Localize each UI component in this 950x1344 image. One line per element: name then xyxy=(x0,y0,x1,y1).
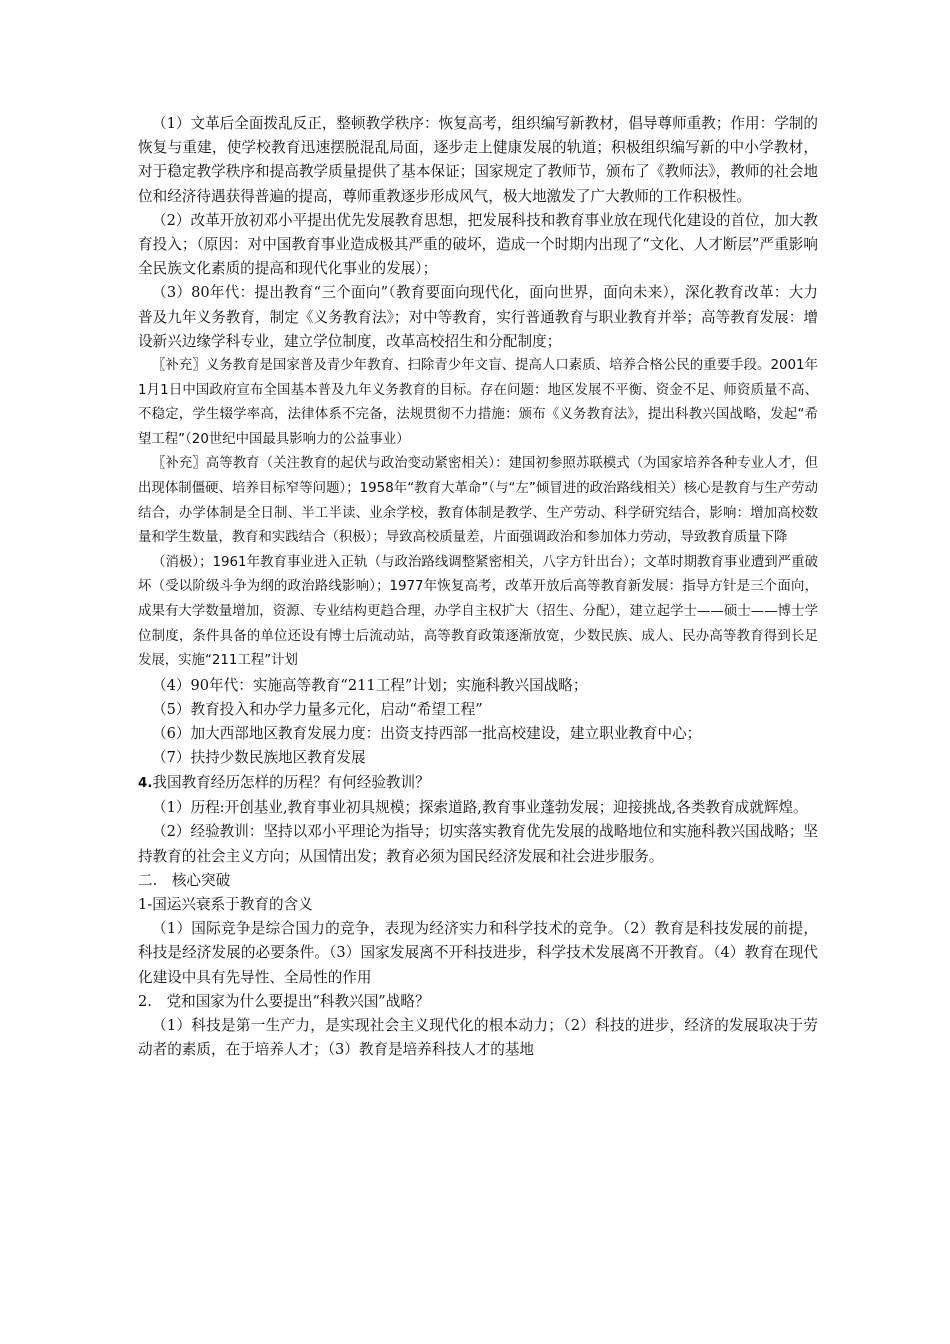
paragraph-minority: （7）扶持少数民族地区教育发展 xyxy=(152,749,366,767)
answer-4-history: （1）历程:开创基业,教育事业初具规模；探索道路,教育事业蓬勃发展；迎接挑战,各类教育成就辉煌。 xyxy=(152,799,808,817)
paragraph-investment: （5）教育投入和办学力量多元化，启动“希望工程” xyxy=(152,700,483,718)
paragraph-80s: （3）80年代：提出教育“三个面向”（教育要面向现代化，面向世界，面向未来），深化教育改革：大力普及九年义务教育，制定《义务教育法》；对中等教育，实行普通教育与职业教育并举；高等教育发展：增设新兴边缘学科专业，建立学位制度，改革高校招生和分配制度； xyxy=(138,284,818,350)
document-page xyxy=(138,112,818,1062)
section-2-heading: 二. 核心突破 xyxy=(138,871,231,889)
paragraph-deng-priority: （2）改革开放初邓小平提出优先发展教育思想，把发展科技和教育事业放在现代化建设的首位，加大教育投入；（原因：对中国教育事业造成极其严重的破坏，造成一个时期内出现了“文化、人才断层”严重影响全民族文化素质的提高和现代化事业的发展）； xyxy=(138,211,819,278)
core-1-answer: （1）国际竞争是综合国力的竞争，表现为经济实力和科学技术的竞争。（2）教育是科技发展的前提，科技是经济发展的必要条件。（3）国家发展离不开科技进步，科学技术发展离不开教育。（4）教育在现代化建设中具有先导性、全局性的作用 xyxy=(138,920,818,986)
paragraph-reform-order: （1）文革后全面拨乱反正，整顿教学秩序：恢复高考，组织编写新教材，倡导尊师重教；作用：学制的恢复与重建，使学校教育迅速摆脱混乱局面，逐步走上健康发展的轨道；积极组织编写新的中小学教材，对于稳定教学秩序和提高教学质量提供了基本保证；国家规定了教师节，颁布了《教师法》，教师的社会地位和经济待遇获得普遍的提高，尊师重教逐步形成风气，极大地激发了广大教师的工作积极性。 xyxy=(138,115,819,205)
answer-4-lessons: （2）经验教训：坚持以邓小平理论为指导；切实落实教育优先发展的战略地位和实施科教兴国战略；坚持教育的社会主义方向；从国情出发；教育必须为国民经济发展和社会进步服务。 xyxy=(138,823,819,865)
core-2-answer: （1）科技是第一生产力，是实现社会主义现代化的根本动力；（2）科技的进步，经济的发展取决于劳动者的素质，在于培养人才；（3）教育是培养科技人才的基地 xyxy=(138,1016,818,1059)
question-4 xyxy=(138,771,818,797)
core-2-heading: 2. 党和国家为什么要提出“科教兴国”战略？ xyxy=(138,992,430,1010)
question-4-number: 4. xyxy=(138,775,153,791)
supplement-higher-education-cont: （消极）；1961年教育事业进入正轨（与政治路线调整紧密相关，八字方针出台）；文革时期教育事业遭到严重破坏（受以阶级斗争为纲的政治路线影响）；1977年恢复高考，改革开放后高等教育新发展：指导方针是三个面向，成果有大学数量增加，资源、专业结构更趋合理，办学自主权扩大（招生、分配），建立起学士——硕士——博士学位制度，条件具备的单位还设有博士后流动站，高等教育政策逐渐放宽，少数民族、成人、民办高等教育得到长足发展，实施“211工程”计划 xyxy=(138,554,818,669)
paragraph-west: （6）加大西部地区教育发展力度：出资支持西部一批高校建设，建立职业教育中心； xyxy=(152,725,702,743)
supplement-higher-education: 〖补充〗高等教育（关注教育的起伏与政治变动紧密相关）：建国初参照苏联模式（为国家培养各种专业人才，但出现体制僵硬、培养目标窄等问题）；1958年“教育大革命”（与“左”倾冒进的政治路线相关）核心是教育与生产劳动结合，办学体制是全日制、半工半读、业余学校，教育体制是教学、生产劳动、科学研究结合，影响：增加高校数量和学生数量，教育和实践结合（积极）；导致高校质量差，片面强调政治和参加体力劳动，导致教育质量下降 xyxy=(138,456,818,546)
paragraph-90s: （4）90年代：实施高等教育“211工程”计划；实施科教兴国战略； xyxy=(152,676,588,694)
supplement-compulsory-education: 〖补充〗义务教育是国家普及青少年教育、扫除青少年文盲、提高人口素质、培养合格公民的重要手段。2001年1月1日中国政府宣布全国基本普及九年义务教育的目标。存在问题：地区发展不平衡、资金不足、师资质量不高、不稳定，学生辍学率高，法律体系不完备，法规贯彻不力措施：颁布《义务教育法》，提出科教兴国战略，发起“希望工程”（20世纪中国最具影响力的公益事业） xyxy=(138,358,818,447)
question-4-text: 我国教育经历怎样的历程？有何经验教训？ xyxy=(152,773,430,791)
core-1-heading: 1-国运兴衰系于教育的含义 xyxy=(138,895,313,913)
